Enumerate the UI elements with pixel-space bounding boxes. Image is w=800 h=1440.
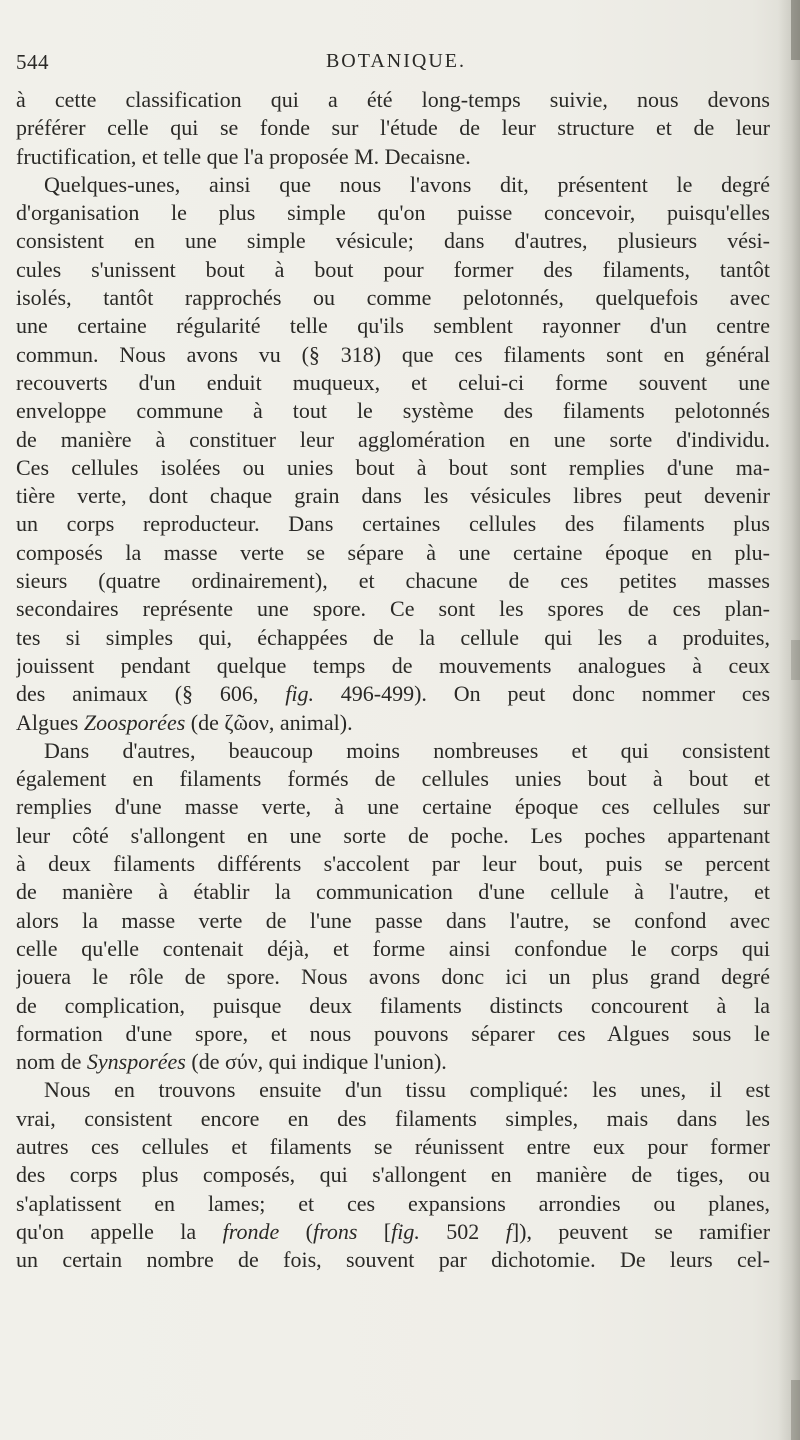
- text-line: [16, 595, 770, 623]
- text-run: d'organisation le plus simple qu'on puisse concevoir, puisqu'elles: [16, 200, 770, 226]
- text-run: une certaine régularité telle qu'ils semblent rayonner d'un centre: [16, 313, 770, 339]
- text-run: tière verte, dont chaque grain dans les vésicules libres peut devenir: [16, 483, 770, 509]
- text-line: [16, 1218, 770, 1246]
- text-line: [16, 1246, 770, 1274]
- text-line: [16, 624, 770, 652]
- text-run: de complication, puisque deux filaments distincts concourent à la: [16, 992, 770, 1018]
- text-run: 502: [419, 1218, 506, 1244]
- text-run: s'aplatissent en lames; et ces expansions arrondies ou planes,: [16, 1190, 770, 1216]
- italic-term: fronde: [222, 1218, 280, 1244]
- text-run: tes si simples qui, échappées de la cellule qui les a produites,: [16, 624, 770, 650]
- italic-term: Zoosporées: [83, 709, 186, 735]
- text-line: [16, 539, 770, 567]
- text-run: préférer celle qui se fonde sur l'étude de leur structure et de leur: [16, 115, 770, 141]
- text-run: Nous en trouvons ensuite d'un tissu compliqué: les unes, il est: [44, 1077, 770, 1103]
- text-run: un certain nombre de fois, souvent par dichotomie. De leurs cel-: [16, 1247, 770, 1273]
- text-line: [16, 822, 770, 850]
- text-run: des corps plus composés, qui s'allongent en manière de tiges, ou: [16, 1162, 770, 1188]
- body-text: [16, 86, 770, 1274]
- page-number: 544: [16, 50, 49, 74]
- text-run: leur côté s'allongent en une sorte de poche. Les poches appartenant: [16, 822, 770, 848]
- text-run: cules s'unissent bout à bout pour former des filaments, tantôt: [16, 256, 770, 282]
- page-edge-mark: [791, 0, 800, 60]
- text-line: [16, 963, 770, 991]
- text-run: celle qu'elle contenait déjà, et forme ainsi confondue le corps qui: [16, 935, 770, 961]
- text-run: jouera le rôle de spore. Nous avons donc ici un plus grand degré: [16, 964, 770, 990]
- text-line: [16, 284, 770, 312]
- text-line: [16, 793, 770, 821]
- text-line: [16, 652, 770, 680]
- text-run: un corps reproducteur. Dans certaines cellules des filaments plus: [16, 511, 770, 537]
- text-line: [16, 1076, 770, 1104]
- text-line: [16, 1190, 770, 1218]
- text-line: [16, 1133, 770, 1161]
- italic-term: fig.: [285, 681, 314, 707]
- text-run: à deux filaments différents s'accolent par leur bout, puis se percent: [16, 851, 770, 877]
- text-line: [16, 1161, 770, 1189]
- page-header: [16, 50, 776, 80]
- running-head: BOTANIQUE.: [325, 50, 467, 72]
- text-line: [16, 227, 770, 255]
- text-run: (: [279, 1218, 313, 1244]
- text-run: formation d'une spore, et nous pouvons séparer ces Algues sous le: [16, 1020, 770, 1046]
- text-line: [16, 482, 770, 510]
- text-run: consistent en une simple vésicule; dans d'autres, plusieurs vési-: [16, 228, 770, 254]
- text-run: secondaires représente une spore. Ce sont les spores de ces plan-: [16, 596, 770, 622]
- italic-term: frons: [312, 1218, 358, 1244]
- text-run: de manière à constituer leur agglomération en une sorte d'individu.: [16, 426, 770, 452]
- text-run: sieurs (quatre ordinairement), et chacune de ces petites masses: [16, 568, 770, 594]
- text-line: [16, 850, 770, 878]
- text-line: [16, 114, 770, 142]
- text-run: recouverts d'un enduit muqueux, et celui-ci forme souvent une: [16, 369, 770, 395]
- text-run: composés la masse verte se sépare à une certaine époque en plu-: [16, 539, 770, 565]
- italic-term: Synsporées: [86, 1049, 186, 1075]
- text-line: [16, 765, 770, 793]
- text-run: Dans d'autres, beaucoup moins nombreuses et qui consistent: [44, 737, 770, 763]
- text-line: [16, 143, 770, 171]
- italic-term: fig.: [391, 1218, 420, 1244]
- text-line: [16, 256, 770, 284]
- italic-term: f: [505, 1218, 512, 1244]
- text-line: [16, 369, 770, 397]
- text-line: [16, 709, 770, 737]
- text-line: [16, 1105, 770, 1133]
- text-line: [16, 935, 770, 963]
- text-line: [16, 567, 770, 595]
- page-edge-mark: [791, 640, 800, 680]
- text-run: jouissent pendant quelque temps de mouvements analogues à ceux: [16, 652, 770, 678]
- text-run: [: [357, 1218, 392, 1244]
- text-line: [16, 1020, 770, 1048]
- text-line: [16, 171, 770, 199]
- text-line: [16, 510, 770, 538]
- text-line: [16, 397, 770, 425]
- text-line: [16, 341, 770, 369]
- page-edge-shadow: [778, 0, 800, 1440]
- text-run: qu'on appelle la: [16, 1218, 223, 1244]
- text-run: également en filaments formés de cellules unies bout à bout et: [16, 766, 770, 792]
- text-run: Ces cellules isolées ou unies bout à bout sont remplies d'une ma-: [16, 454, 770, 480]
- text-run: de manière à établir la communication d'une cellule à l'autre, et: [16, 879, 770, 905]
- text-run: 496-499). On peut donc nommer ces: [313, 681, 770, 707]
- text-line: [16, 199, 770, 227]
- text-run: des animaux (§ 606,: [16, 681, 286, 707]
- text-run: enveloppe commune à tout le système des filaments pelotonnés: [16, 398, 770, 424]
- page-edge-mark: [791, 1380, 800, 1440]
- text-run: ]), peuvent se ramifier: [511, 1218, 770, 1244]
- text-line: [16, 1048, 770, 1076]
- text-line: [16, 86, 770, 114]
- text-run: à cette classification qui a été long-temps suivie, nous devons: [16, 87, 770, 112]
- text-run: nom de: [16, 1049, 87, 1075]
- text-line: [16, 737, 770, 765]
- text-line: [16, 426, 770, 454]
- text-line: [16, 878, 770, 906]
- text-run: (de σύν, qui indique l'union).: [185, 1049, 447, 1075]
- text-line: [16, 992, 770, 1020]
- text-line: [16, 680, 770, 708]
- text-run: (de ζῶον, animal).: [185, 709, 353, 735]
- text-run: fructification, et telle que l'a proposée M. Decaisne.: [16, 143, 471, 169]
- text-run: alors la masse verte de l'une passe dans l'autre, se confond avec: [16, 907, 770, 933]
- text-run: commun. Nous avons vu (§ 318) que ces filaments sont en général: [16, 341, 770, 367]
- text-run: isolés, tantôt rapprochés ou comme pelotonnés, quelquefois avec: [16, 285, 770, 311]
- text-run: Quelques-unes, ainsi que nous l'avons dit, présentent le degré: [44, 171, 770, 197]
- text-line: [16, 312, 770, 340]
- text-run: remplies d'une masse verte, à une certaine époque ces cellules sur: [16, 794, 770, 820]
- text-run: Algues: [16, 709, 84, 735]
- text-run: autres ces cellules et filaments se réunissent entre eux pour former: [16, 1133, 770, 1159]
- text-run: vrai, consistent encore en des filaments simples, mais dans les: [16, 1105, 770, 1131]
- text-line: [16, 454, 770, 482]
- text-line: [16, 907, 770, 935]
